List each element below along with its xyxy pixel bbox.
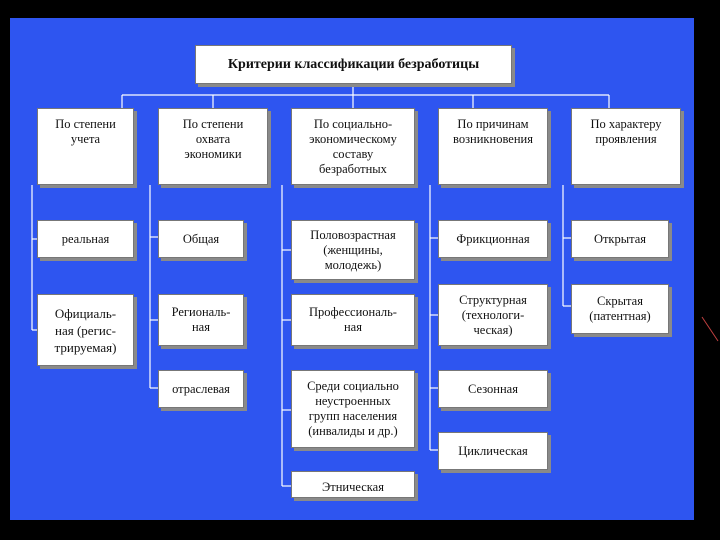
header-social-composition: По социально- экономическому составу безработных: [291, 108, 415, 185]
item-open: Открытая: [571, 220, 669, 258]
item-gender-age: Половозрастная (женщины, молодежь): [291, 220, 415, 280]
decorative-stroke: [700, 315, 720, 345]
diagram-title: Критерии классификации безработицы: [195, 45, 512, 84]
item-seasonal: Сезонная: [438, 370, 548, 408]
item-structural: Структурная (технологи- ческая): [438, 284, 548, 346]
item-frictional: Фрикционная: [438, 220, 548, 258]
header-causes: По причинам возникновения: [438, 108, 548, 185]
item-real: реальная: [37, 220, 134, 258]
item-socially-unsettled: Среди социально неустроенных групп населения (инвалиды и др.): [291, 370, 415, 448]
item-regional: Региональ- ная: [158, 294, 244, 346]
item-official-registered: Официаль- ная (регис- трируемая): [37, 294, 134, 366]
header-economy-coverage: По степени охвата экономики: [158, 108, 268, 185]
item-cyclical: Циклическая: [438, 432, 548, 470]
item-general: Общая: [158, 220, 244, 258]
header-accounting-degree: По степени учета: [37, 108, 134, 185]
item-ethnic: Этническая: [291, 471, 415, 498]
header-manifestation: По характеру проявления: [571, 108, 681, 185]
item-professional: Профессиональ- ная: [291, 294, 415, 346]
item-sectoral: отраслевая: [158, 370, 244, 408]
item-hidden-patent: Скрытая (патентная): [571, 284, 669, 334]
